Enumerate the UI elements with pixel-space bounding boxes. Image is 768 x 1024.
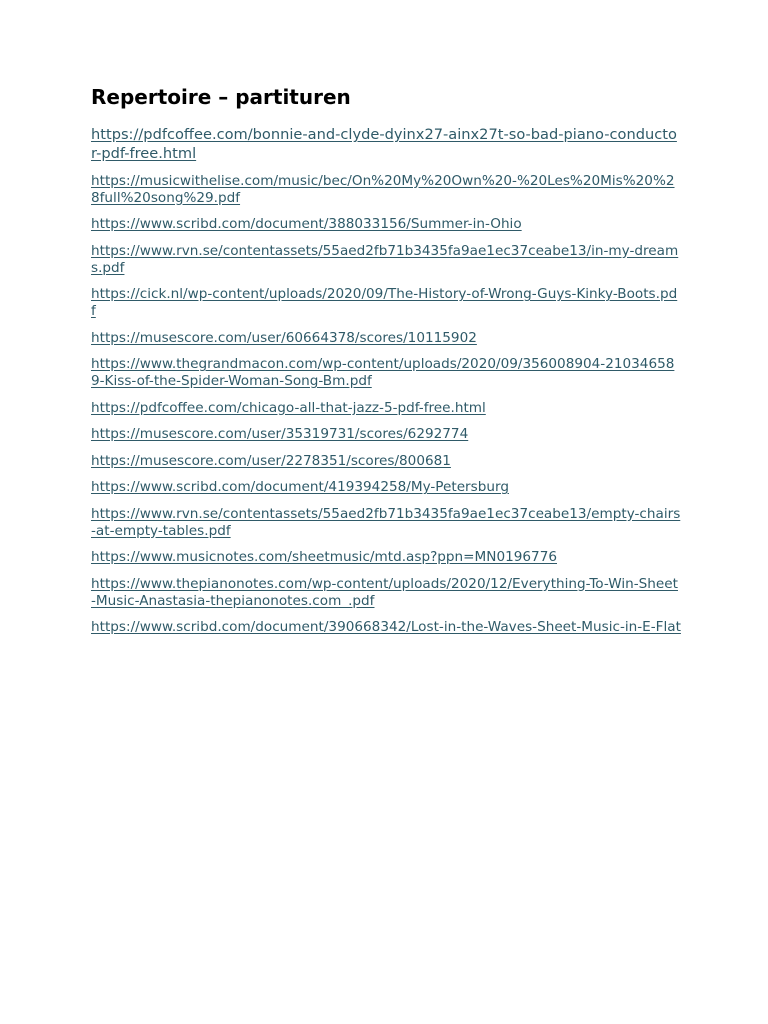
link-1[interactable]: https://musicwithelise.com/music/bec/On%20My%20Own%20-%20Les%20Mis%20%28full%20song%29.pdf xyxy=(91,172,675,206)
link-13[interactable]: https://www.thepianonotes.com/wp-content/uploads/2020/12/Everything-To-Win-Sheet-Music-Anastasia-thepianonotes.com_.pdf xyxy=(91,575,678,609)
list-item xyxy=(91,173,681,207)
document-title: Repertoire – partituren xyxy=(91,85,351,109)
link-10[interactable]: https://www.scribd.com/document/419394258/My-Petersburg xyxy=(91,479,509,495)
document-page xyxy=(91,84,681,636)
link-11[interactable]: https://www.rvn.se/contentassets/55aed2fb71b3435fa9ae1ec37ceabe13/empty-chairs-at-empty-tables.pdf xyxy=(91,505,681,539)
list-item xyxy=(91,576,681,610)
link-4[interactable]: https://cick.nl/wp-content/uploads/2020/09/The-History-of-Wrong-Guys-Kinky-Boots.pdf xyxy=(91,286,678,319)
link-14[interactable]: https://www.scribd.com/document/390668342/Lost-in-the-Waves-Sheet-Music-in-E-Flat xyxy=(91,619,681,635)
link-0[interactable]: https://pdfcoffee.com/bonnie-and-clyde-dyinx27-ainx27t-so-bad-piano-conductor-pdf-free.html xyxy=(91,126,677,162)
list-item xyxy=(91,330,681,347)
link-8[interactable]: https://musescore.com/user/35319731/scores/6292774 xyxy=(91,426,469,442)
list-item xyxy=(91,426,681,443)
link-7[interactable]: https://pdfcoffee.com/chicago-all-that-jazz-5-pdf-free.html xyxy=(91,399,486,416)
list-item xyxy=(91,216,681,233)
link-12[interactable]: https://www.musicnotes.com/sheetmusic/mtd.asp?ppn=MN0196776 xyxy=(91,549,557,565)
link-2[interactable]: https://www.scribd.com/document/388033156/Summer-in-Ohio xyxy=(91,216,522,232)
list-item xyxy=(91,243,681,277)
link-list xyxy=(91,126,681,636)
list-item xyxy=(91,506,681,540)
list-item xyxy=(91,356,681,390)
list-item xyxy=(91,453,681,470)
link-9[interactable]: https://musescore.com/user/2278351/scores/800681 xyxy=(91,452,451,469)
list-item xyxy=(91,400,681,417)
list-item xyxy=(91,479,681,496)
link-3[interactable]: https://www.rvn.se/contentassets/55aed2fb71b3435fa9ae1ec37ceabe13/in-my-dreams.pdf xyxy=(91,242,679,276)
list-item xyxy=(91,286,681,320)
link-5[interactable]: https://musescore.com/user/60664378/scores/10115902 xyxy=(91,329,477,346)
list-item xyxy=(91,126,681,163)
list-item xyxy=(91,549,681,566)
link-6[interactable]: https://www.thegrandmacon.com/wp-content/uploads/2020/09/356008904-210346589-Kiss-of-the-Spider-Woman-Song-Bm.pdf xyxy=(91,356,675,389)
list-item xyxy=(91,619,681,636)
